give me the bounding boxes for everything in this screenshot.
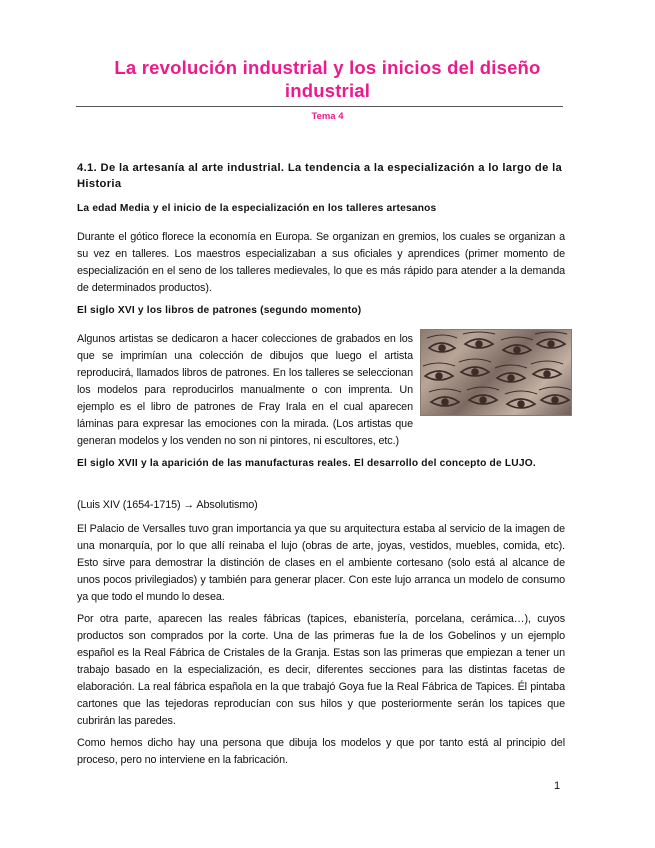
document-title: La revolución industrial y los inicios del diseño industrial xyxy=(114,57,541,101)
paragraph-luis-xiv: (Luis XIV (1654-1715) → Absolutismo) xyxy=(77,499,258,511)
paragraph-medieval: Durante el gótico florece la economía en Europa. Se organizan en gremios, los cuales se organizan a su vez en talleres. Los maestros especializaban a sus oficiales y aprendices (primer momento de especialización en el seno de los talleres medievales, lo que es más rápido para atender a la demanda de determinados productos). xyxy=(77,231,565,294)
subheading-xvii: El siglo XVII y la aparición de las manufacturas reales. El desarrollo del concepto de LUJO. xyxy=(77,458,536,469)
paragraph-final: Como hemos dicho hay una persona que dibuja los modelos y que por tanto está al principio del proceso, pero no interviene en la fabricación. xyxy=(77,737,565,766)
section-heading: 4.1. De la artesanía al arte industrial. La tendencia a la especialización a lo largo de la Historia xyxy=(77,162,563,190)
title-divider xyxy=(76,106,563,107)
eyes-engraving-image xyxy=(420,329,572,416)
subheading-medieval: La edad Media y el inicio de la especialización en los talleres artesanos xyxy=(77,203,437,214)
paragraph-xvi-text: Algunos artistas se dedicaron a hacer colecciones de grabados en los que se imprimían una colección de dibujos que luego el artista reproducirá, llamados libros de patrones. En los talleres se seleccionan los modelos para reproducirlos manualmente o con imprenta. Un ejemplo es el libro de patrones de Fray Irala en el cual aparecen láminas para expresar las emociones con la mirada. (Los artistas que generan modelos y los venden no son ni pintores, ni escultores, etc.) xyxy=(77,333,413,447)
paragraph-xvi xyxy=(77,331,413,450)
paragraph-reales-fabricas: Por otra parte, aparecen las reales fábricas (tapices, ebanistería, porcelana, cerámica…), cuyos productos son comprados por la corte. Una de las primeras fue la de los Gobelinos y un ejemplo español es la Real Fábrica de Cristales de la Granja. Estas son las primeras que empiezan a tener un trabajo basado en la especialización, es decir, diferentes secciones para las distintas facetas de elaboración. La real fábrica española en la que trabajó Goya fue la Real Fábrica de Tapices. Él pintaba cartones que las tejedoras reproducían con sus hilos y que posteriormente serán los tapices que cubrirán las paredes. xyxy=(77,613,565,727)
subheading-xvi: El siglo XVI y los libros de patrones (segundo momento) xyxy=(77,305,362,316)
paragraph-versalles: El Palacio de Versalles tuvo gran importancia ya que su arquitectura estaba al servicio de la imagen de una monarquía, por lo que allí reinaba el lujo (obras de arte, joyas, vestidos, muebles, comida, etc). Esto sirve para demostrar la distinción de clases en el ambiente cortesano (solo está al alcance de unos pocos privilegiados) y también para generar placer. Con este lujo arranca un modelo de consumo ya que todo el mundo lo desea. xyxy=(77,523,565,603)
page-number: 1 xyxy=(554,780,561,792)
eyes-engraving-drawing xyxy=(421,330,571,415)
document-subtitle: Tema 4 xyxy=(311,111,344,122)
